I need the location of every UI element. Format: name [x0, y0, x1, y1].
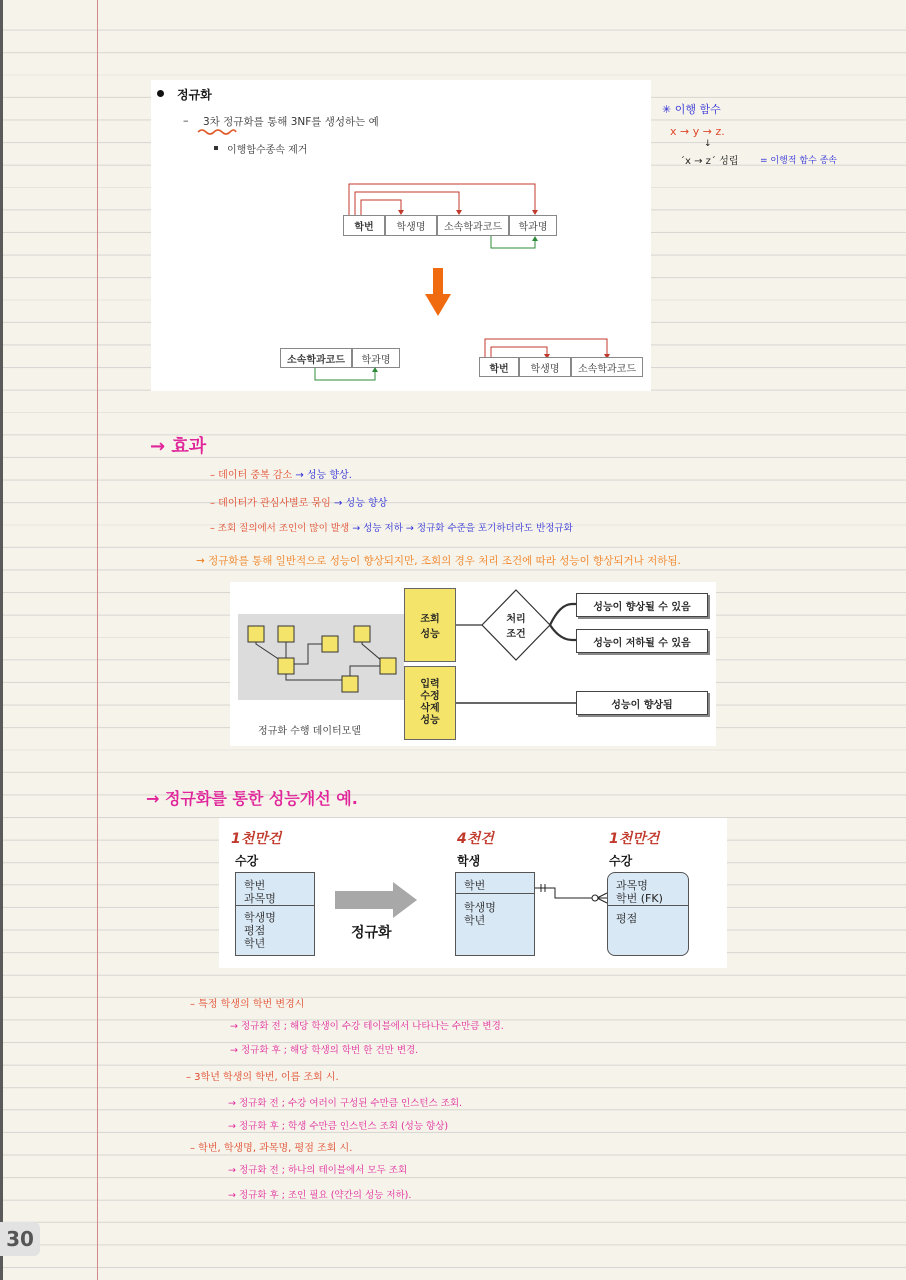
top-cell-3: 학과명 — [509, 215, 557, 236]
query-performance-box: 조회 성능 — [404, 588, 456, 662]
left-entity-box — [235, 872, 315, 956]
side-note-down-icon: ↓ — [704, 139, 712, 149]
cud-performance-box: 입력 수정 삭제 성능 — [404, 666, 456, 740]
data-model-graph — [238, 614, 404, 700]
right-key-attr-1: 학번 (FK) — [616, 892, 663, 905]
down-arrow-icon — [425, 268, 451, 318]
effect-item-2-result: → 성능 저하 → 정규화 수준을 포기하더라도 반정규화 — [352, 523, 573, 534]
note-line-8: → 정규화 후 ; 조인 필요 (약간의 성능 저하). — [228, 1190, 412, 1201]
side-note-chain: x → y → z. — [670, 125, 725, 138]
data-model-caption: 정규화 수행 데이터모델 — [258, 726, 361, 737]
outcome-improve-may: 성능이 향상될 수 있음 — [576, 593, 708, 617]
mid-attr-0: 학생명 — [464, 901, 496, 914]
outcome-degrade-may: 성능이 저하될 수 있음 — [576, 629, 708, 653]
left-entity-name: 수강 — [235, 854, 259, 868]
normalization-figure — [151, 80, 651, 391]
note-line-7: → 정규화 전 ; 하나의 테이블에서 모두 조회 — [228, 1165, 408, 1176]
mid-count: 4천건 — [457, 831, 494, 847]
effect-item-2-cause: – 조회 질의에서 조인이 많이 발생 — [210, 523, 350, 534]
effect-item-1 — [210, 494, 387, 509]
side-note-transitive: ´x → z´ 성립 — [680, 156, 739, 167]
left-key-attr-0: 학번 — [244, 879, 266, 892]
mid-entity-divider — [456, 893, 534, 894]
mid-entity-box — [455, 872, 535, 956]
br-cell-0: 학번 — [479, 357, 519, 377]
bullet-title: 정규화 — [177, 88, 212, 102]
effect-item-2 — [210, 520, 573, 534]
note-line-4: → 정규화 전 ; 수강 여러이 구성된 수만큼 인스턴스 조회. — [228, 1098, 463, 1109]
right-entity-divider — [608, 905, 688, 906]
dash-mark: – — [183, 114, 189, 127]
right-attr-0: 평점 — [616, 912, 638, 925]
effect-item-0 — [210, 466, 352, 481]
left-count: 1천만건 — [231, 831, 282, 847]
top-cell-1: 학생명 — [385, 215, 437, 236]
note-line-1: → 정규화 전 ; 해당 학생이 수강 테이블에서 나타나는 수만큼 변경. — [230, 1021, 504, 1032]
page-left-edge — [0, 0, 3, 1280]
performance-figure — [230, 582, 716, 746]
br-cell-2: 소속학과코드 — [571, 357, 643, 377]
normalize-label: 정규화 — [351, 925, 392, 941]
effect-item-1-result: → 성능 향상 — [333, 498, 388, 509]
right-count: 1천만건 — [609, 831, 660, 847]
side-note-definition: = 이행적 함수 종속 — [760, 156, 837, 166]
effect-item-0-cause: – 데이터 중복 감소 — [210, 470, 293, 481]
right-entity-name: 수강 — [609, 854, 633, 868]
right-key-attr-0: 과목명 — [616, 879, 648, 892]
left-attr-2: 학년 — [244, 937, 266, 950]
effect-item-0-result: → 성능 향상. — [295, 470, 352, 481]
outcome-improve: 성능이 향상됨 — [576, 691, 708, 715]
note-line-3: – 3학년 학생의 학번, 이름 조회 시. — [186, 1072, 339, 1083]
example-figure — [219, 818, 727, 968]
right-entity-box — [607, 872, 689, 956]
top-cell-0: 학번 — [343, 215, 385, 236]
left-entity-divider — [236, 905, 314, 906]
bl-cell-0: 소속학과코드 — [280, 348, 352, 368]
page-number: 30 — [0, 1222, 40, 1256]
bl-table-arrow — [311, 366, 381, 384]
note-line-2: → 정규화 후 ; 해당 학생의 학번 한 건만 변경. — [230, 1045, 419, 1056]
note-line-5: → 정규화 후 ; 학생 수만큼 인스턴스 조회 (성능 향상) — [228, 1121, 449, 1132]
sub-bullet-icon — [214, 146, 218, 150]
normalize-arrow-icon — [335, 882, 417, 918]
effects-heading: → 효과 — [150, 436, 207, 457]
mid-entity-name: 학생 — [457, 854, 481, 868]
mid-key-attr-0: 학번 — [464, 879, 486, 892]
effects-summary: → 정규화를 통해 일반적으로 성능이 향상되지만, 조회의 경우 처리 조건에 따라 성능이 향상되거나 저하됨. — [196, 555, 681, 567]
bl-cell-1: 학과명 — [352, 348, 400, 368]
example-heading: → 정규화를 통한 성능개선 예. — [146, 789, 358, 808]
note-line-0: – 특정 학생의 학번 변경시 — [190, 999, 305, 1010]
top-cell-2: 소속학과코드 — [437, 215, 509, 236]
note-line-6: – 학번, 학생명, 과목명, 평점 조회 시. — [190, 1143, 353, 1154]
decision-label: 처리 조건 — [506, 614, 526, 640]
side-note-title: ✳ 이행 함수 — [662, 103, 721, 116]
margin-line — [97, 0, 98, 1280]
dash-item: 3차 정규화를 통해 3NF를 생성하는 예 — [203, 116, 379, 128]
mid-attr-1: 학년 — [464, 914, 486, 927]
left-attr-0: 학생명 — [244, 911, 276, 924]
br-cell-1: 학생명 — [519, 357, 571, 377]
relationship-line — [535, 884, 609, 904]
left-key-attr-1: 과목명 — [244, 892, 276, 905]
left-attr-1: 평점 — [244, 924, 266, 937]
squiggle-underline — [197, 128, 237, 136]
bullet-dot-icon — [157, 90, 164, 97]
sub-item: 이행함수종속 제거 — [227, 145, 308, 156]
effect-item-1-cause: – 데이터가 관심사별로 묶임 — [210, 498, 331, 509]
